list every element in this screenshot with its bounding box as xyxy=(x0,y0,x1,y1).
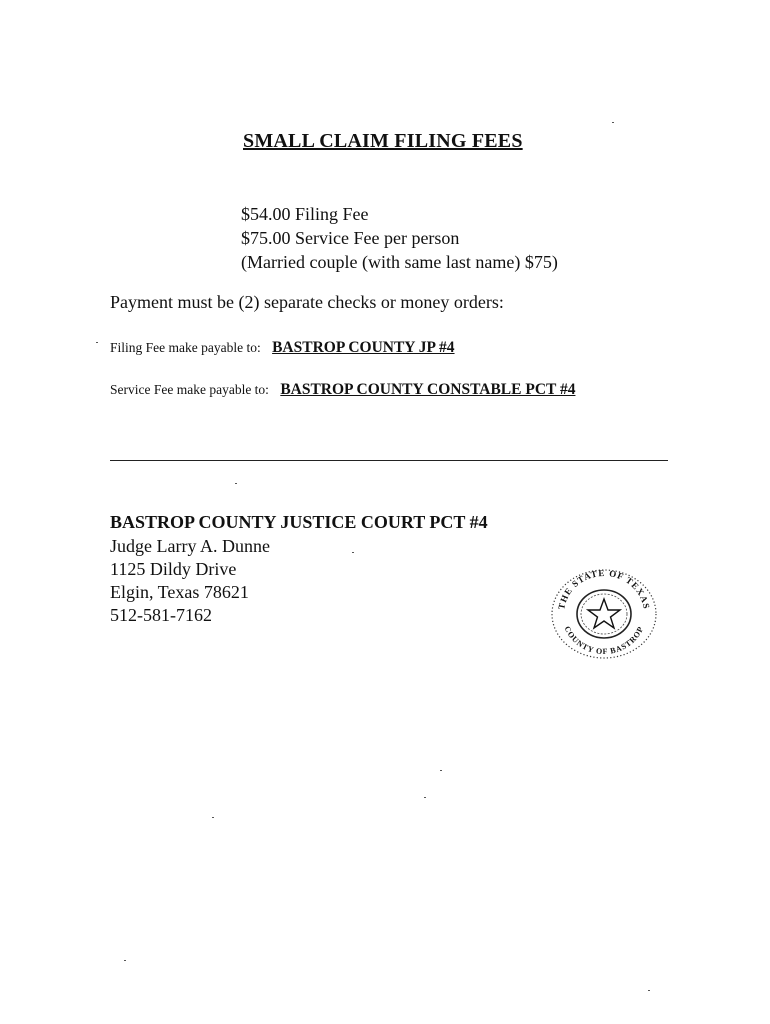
county-seal-icon xyxy=(548,568,660,660)
service-fee-payee-label: Service Fee make payable to: xyxy=(110,382,269,397)
court-name: BASTROP COUNTY JUSTICE COURT PCT #4 xyxy=(110,512,488,532)
filing-fee-payee-label: Filing Fee make payable to: xyxy=(110,340,261,355)
court-city: Elgin, Texas 78621 xyxy=(110,582,249,602)
filing-fee-line: $54.00 Filing Fee xyxy=(241,204,369,224)
horizontal-divider xyxy=(110,460,668,461)
scan-speck xyxy=(352,552,354,553)
scan-speck xyxy=(440,770,442,771)
scan-speck xyxy=(212,817,214,818)
seal-bottom-text: COUNTY OF BASTROP xyxy=(562,624,646,657)
married-couple-fee-line: (Married couple (with same last name) $75) xyxy=(241,252,558,272)
service-fee-payee-name: BASTROP COUNTY CONSTABLE PCT #4 xyxy=(280,381,576,398)
scan-speck xyxy=(96,342,98,343)
service-fee-line: $75.00 Service Fee per person xyxy=(241,228,460,248)
court-street: 1125 Dildy Drive xyxy=(110,559,237,579)
page-title: SMALL CLAIM FILING FEES xyxy=(243,130,523,152)
scan-speck xyxy=(424,797,426,798)
payment-instruction: Payment must be (2) separate checks or money orders: xyxy=(110,292,504,312)
scan-speck xyxy=(612,122,614,123)
seal-top-text: THE STATE OF TEXAS xyxy=(556,568,652,611)
filing-fee-payee-name: BASTROP COUNTY JP #4 xyxy=(272,339,455,356)
service-fee-payee-line xyxy=(110,381,575,399)
filing-fee-payee-line xyxy=(110,339,455,357)
scan-speck xyxy=(648,990,650,991)
seal-star-icon xyxy=(588,599,620,628)
judge-name: Judge Larry A. Dunne xyxy=(110,536,270,556)
scan-speck xyxy=(235,483,237,484)
scan-speck xyxy=(124,960,126,961)
court-phone: 512-581-7162 xyxy=(110,605,212,625)
